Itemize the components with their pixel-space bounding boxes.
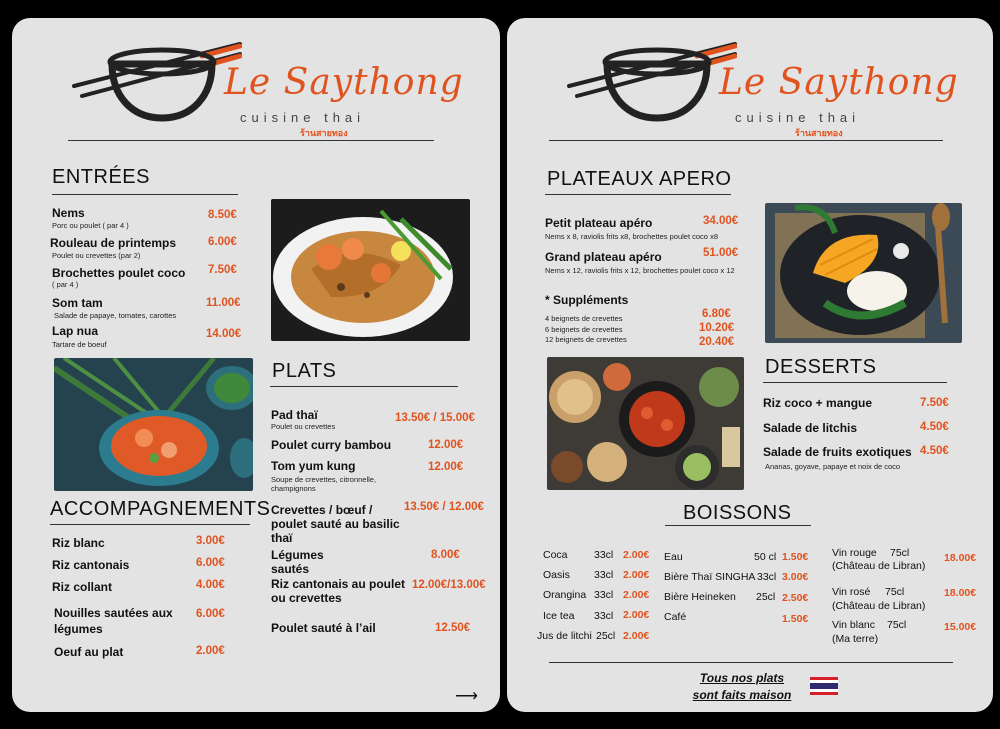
- drink-name: Ice tea: [543, 610, 575, 622]
- brand-name: Le Saythong: [224, 62, 464, 103]
- menu-item-name: Petit plateau apéro: [545, 216, 653, 230]
- section-title-plateaux-apero: PLATEAUX APERO: [547, 168, 732, 190]
- menu-item-name: Grand plateau apéro: [545, 250, 662, 264]
- drink-name: Jus de litchi: [537, 630, 592, 642]
- menu-item-price: 13.50€ / 12.00€: [404, 501, 484, 513]
- menu-item-desc: Nems x 12, raviolis frits x 12, brochettes poulet coco x 12: [545, 266, 735, 275]
- menu-page-left: [12, 18, 500, 712]
- section-title-boissons: BOISSONS: [683, 502, 792, 524]
- logo: [72, 26, 464, 138]
- menu-item-name: Salade de fruits exotiques: [763, 445, 912, 459]
- menu-item-desc: Poulet ou crevettes: [271, 422, 336, 431]
- menu-item-name: Oeuf au plat: [54, 645, 124, 659]
- footer-note: [677, 670, 807, 704]
- menu-item-name: Poulet sauté à l’ail: [271, 621, 376, 635]
- drink-price: 18.00€: [944, 587, 977, 599]
- menu-item-name: Lap nua: [52, 324, 99, 338]
- menu-item-name: Nouilles sautées aux légumes: [54, 606, 173, 636]
- supplement-price: 6.80€: [702, 308, 731, 320]
- drink-size: 33cl: [594, 610, 614, 622]
- menu-item-price: 4.00€: [196, 579, 225, 591]
- footer-line-1: Tous nos plats: [699, 671, 785, 685]
- menu-item-price: 6.00€: [208, 236, 237, 248]
- drink-desc: (Château de Libran): [832, 600, 926, 612]
- section-underline: [545, 194, 731, 195]
- drink-size: 75cl: [887, 619, 907, 631]
- drink-name: Vin blanc: [832, 619, 876, 631]
- header-divider: [549, 140, 943, 141]
- menu-item-name: Brochettes poulet coco: [52, 266, 186, 280]
- menu-item-name: Rouleau de printemps: [50, 236, 177, 250]
- supplement-name: 6 beignets de crevettes: [545, 325, 623, 334]
- menu-item-desc: Salade de papaye, tomates, carottes: [54, 311, 177, 320]
- menu-item-desc: ( par 4 ): [52, 280, 79, 289]
- menu-item-name: Légumes sautés: [271, 548, 324, 576]
- red-curry-photo: [54, 358, 253, 491]
- next-page-arrow-icon[interactable]: ⟶: [455, 688, 478, 705]
- drink-desc: (Château de Libran): [832, 560, 926, 572]
- menu-item-price: 8.00€: [431, 549, 460, 561]
- aperitif-platter-photo: [547, 357, 744, 490]
- supplement-name: 4 beignets de crevettes: [545, 314, 623, 323]
- drink-name: Vin rosé: [832, 586, 871, 598]
- drink-size: 33cl: [594, 589, 614, 601]
- menu-item-price: 11.00€: [206, 297, 241, 309]
- menu-item-price: 51.00€: [703, 247, 739, 259]
- section-underline: [665, 525, 811, 526]
- drink-name: Oasis: [543, 569, 570, 581]
- menu-item-price: 12.00€/13.00€: [412, 579, 486, 591]
- section-title-accompagnements: ACCOMPAGNEMENTS: [50, 498, 271, 520]
- drink-price: 2.00€: [623, 589, 650, 601]
- thailand-flag-icon: [810, 677, 838, 695]
- drink-size: 75cl: [890, 547, 910, 559]
- menu-item-name: Riz cantonais: [52, 558, 130, 572]
- brand-subtitle: cuisine thai: [240, 110, 366, 125]
- drink-name: Coca: [543, 549, 568, 561]
- menu-item-desc: Soupe de crevettes, citronnelle, champignons: [271, 475, 377, 493]
- drink-price: 2.00€: [623, 609, 650, 621]
- menu-item-name: Pad thaï: [271, 408, 318, 422]
- drink-size: 50 cl: [754, 551, 777, 563]
- drink-name: Eau: [664, 551, 683, 563]
- menu-item-price: 12.50€: [435, 622, 471, 634]
- logo: [567, 26, 959, 138]
- brand-name: Le Saythong: [719, 62, 959, 103]
- menu-item-price: 4.50€: [920, 421, 949, 433]
- drink-size: 33cl: [594, 549, 614, 561]
- menu-item-price: 4.50€: [920, 445, 949, 457]
- menu-item-desc: Poulet ou crevettes (par 2): [52, 251, 141, 260]
- pad-thai-photo: [271, 199, 470, 341]
- menu-item-price: 34.00€: [703, 215, 739, 227]
- menu-item-name: Nems: [52, 206, 85, 220]
- drink-price: 18.00€: [944, 552, 977, 564]
- menu-item-name: Som tam: [52, 296, 103, 310]
- supplement-price: 10.20€: [699, 322, 735, 334]
- menu-item-price: 6.00€: [196, 557, 225, 569]
- menu-item-name: Tom yum kung: [271, 459, 356, 473]
- drink-price: 2.00€: [623, 569, 650, 581]
- menu-item-desc: Tartare de boeuf: [52, 340, 107, 349]
- drink-size: 75cl: [885, 586, 905, 598]
- bowl-chopsticks-logo-icon: [567, 26, 737, 126]
- menu-item-name: Riz coco + mangue: [763, 396, 873, 410]
- section-underline: [270, 386, 458, 387]
- section-underline: [763, 382, 947, 383]
- menu-item-price: 7.50€: [208, 264, 237, 276]
- drink-name: Vin rouge: [832, 547, 877, 559]
- section-underline: [52, 194, 238, 195]
- section-underline: [50, 524, 250, 525]
- menu-item-name: Poulet curry bambou: [271, 438, 392, 452]
- menu-item-desc: Nems x 8, raviolis frits x8, brochettes poulet coco x8: [545, 232, 718, 241]
- menu-item-desc: Ananas, goyave, papaye et noix de coco: [765, 462, 901, 471]
- drink-size: 33cl: [757, 571, 777, 583]
- drink-name: Bière Thaï SINGHA: [664, 571, 756, 583]
- drink-size: 25cl: [596, 630, 616, 642]
- menu-item-price: 12.00€: [428, 461, 464, 473]
- menu-item-price: 7.50€: [920, 397, 949, 409]
- bowl-chopsticks-logo-icon: [72, 26, 242, 126]
- drink-price: 1.50€: [782, 551, 809, 563]
- menu-item-price: 2.00€: [196, 645, 225, 657]
- menu-item-price: 13.50€ / 15.00€: [395, 412, 475, 424]
- drink-price: 2.50€: [782, 592, 809, 604]
- header-divider: [68, 140, 434, 141]
- section-title-desserts: DESSERTS: [765, 356, 877, 378]
- menu-item-name: Riz blanc: [52, 536, 105, 550]
- brand-subtitle: cuisine thai: [735, 110, 861, 125]
- brand-thai-name: ร้านสายทอง: [795, 128, 843, 138]
- menu-item-price: 14.00€: [206, 328, 242, 340]
- drink-price: 1.50€: [782, 613, 809, 625]
- drink-name: Café: [664, 611, 687, 623]
- drink-name: Orangina: [543, 589, 587, 601]
- drink-price: 15.00€: [944, 621, 977, 633]
- menu-item-name: Salade de litchis: [763, 421, 858, 435]
- drink-price: 2.00€: [623, 630, 650, 642]
- section-title-plats: PLATS: [272, 360, 337, 382]
- drink-price: 3.00€: [782, 571, 809, 583]
- menu-item-price: 12.00€: [428, 439, 464, 451]
- drink-name: Bière Heineken: [664, 591, 736, 603]
- menu-item-name: Riz cantonais au poulet ou crevettes: [271, 577, 406, 605]
- footer-divider: [549, 662, 953, 663]
- menu-item-desc: Porc ou poulet ( par 4 ): [52, 221, 129, 230]
- menu-page-right: [507, 18, 993, 712]
- drink-desc: (Ma terre): [832, 633, 879, 645]
- menu-item-price: 6.00€: [196, 608, 225, 620]
- mango-sticky-rice-photo: [765, 203, 962, 343]
- footer-line-2: sont faits maison: [692, 688, 792, 702]
- supplement-name: 12 beignets de crevettes: [545, 335, 627, 344]
- supplements-title: * Suppléments: [545, 293, 629, 307]
- menu-item-price: 8.50€: [208, 209, 237, 221]
- section-title-entrees: ENTRÉES: [52, 166, 150, 188]
- brand-thai-name: ร้านสายทอง: [300, 128, 348, 138]
- drink-size: 25cl: [756, 591, 776, 603]
- drink-size: 33cl: [594, 569, 614, 581]
- supplement-price: 20.40€: [699, 336, 735, 348]
- drink-price: 2.00€: [623, 549, 650, 561]
- menu-item-name: Riz collant: [52, 580, 113, 594]
- menu-item-price: 3.00€: [196, 535, 225, 547]
- menu-item-name: Crevettes / bœuf / poulet sauté au basilic thaï: [271, 503, 400, 545]
